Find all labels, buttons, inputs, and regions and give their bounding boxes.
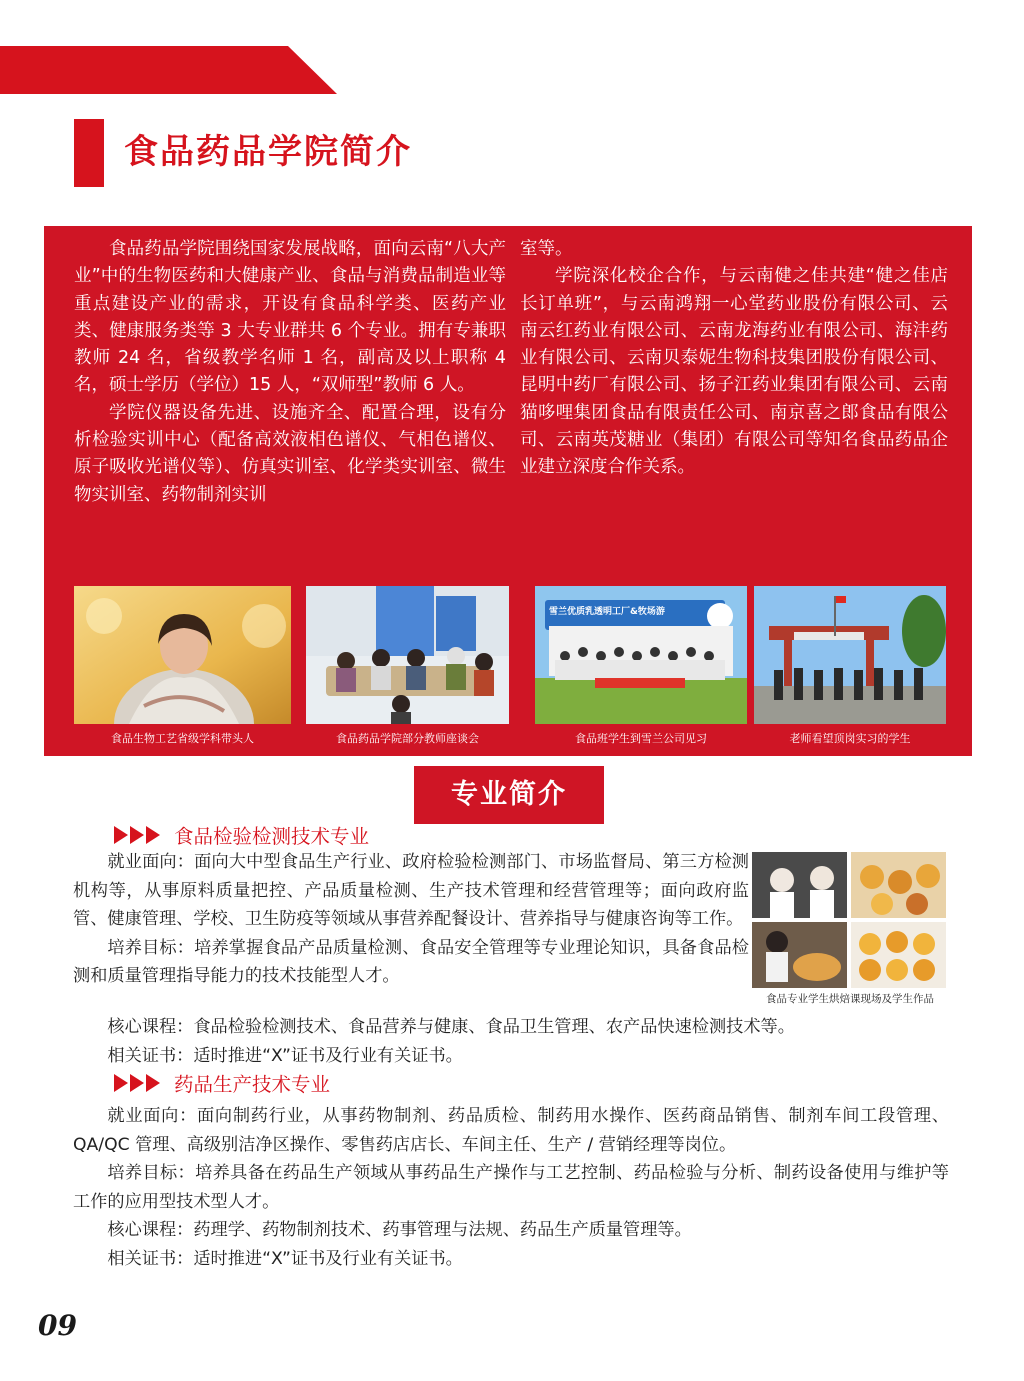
major-heading — [114, 1068, 330, 1098]
major-body — [73, 848, 749, 991]
intro-paragraph: 学院深化校企合作，与云南健之佳共建“健之佳店长订单班”，与云南鸿翔一心堂药业股份有限公司、云南云红药业有限公司、云南龙海药业有限公司、海沣药业有限公司、云南贝泰妮生物科技集团股份有限公司、昆明中药厂有限公司、扬子江药业集团有限公司、云南猫哆哩集团食品有限责任公司、南京喜之郎食品有限公司、云南英茂糖业（集团）有限公司等知名食品药品企业建立深度合作关系。 — [520, 266, 948, 478]
section-heading-tab — [414, 766, 604, 824]
major-paragraph: 培养目标：培养具备在药品生产领域从事药品生产操作与工艺控制、药品检验与分析、制药设备使用与维护等工作的应用型技术型人才。 — [73, 1163, 949, 1212]
triple-arrow-icon — [114, 1074, 160, 1092]
gate-photo — [754, 586, 946, 724]
baking-photo-caption: 食品专业学生烘焙课现场及学生作品 — [766, 993, 934, 1005]
major-paragraph: 核心课程：食品检验检测技术、食品营养与健康、食品卫生管理、农产品快速检测技术等。 — [107, 1017, 795, 1037]
intro-right-column — [520, 236, 948, 482]
major-paragraph: 就业面向：面向制药行业，从事药物制剂、药品质检、制药用水操作、医药商品销售、制剂车间工段管理、QA/QC 管理、高级别洁净区操作、零售药店店长、车间主任、生产 / 营销经理等岗位。 — [73, 1106, 949, 1155]
major-body — [73, 1013, 953, 1070]
baking-photo — [752, 852, 946, 988]
photo-caption: 老师看望顶岗实习的学生 — [789, 732, 911, 745]
intro-paragraph: 室等。 — [520, 239, 573, 259]
major-title: 药品生产技术专业 — [174, 1073, 331, 1096]
group-photo — [535, 586, 747, 724]
photo-caption: 食品班学生到雪兰公司见习 — [575, 732, 707, 745]
page-title: 食品药品学院简介 — [124, 132, 412, 172]
photo-caption: 食品药品学院部分教师座谈会 — [336, 732, 479, 745]
intro-left-column — [74, 236, 506, 509]
portrait-photo — [74, 586, 291, 724]
major-paragraph: 相关证书：适时推进“X”证书及行业有关证书。 — [107, 1045, 463, 1066]
intro-paragraph: 食品药品学院围绕国家发展战略，面向云南“八大产业”中的生物医药和大健康产业、食品与消费品制造业等重点建设产业的需求，开设有食品科学类、医药产业类、健康服务类等 3 大专业群共 6 个专业。拥有专兼职教师 24 名，省级教学名师 1 名，副高及以上职称 4 名，硕士学历（学位）15 人，“双师型”教师 6 人。 — [74, 239, 506, 396]
intro-box — [44, 226, 972, 756]
photo-caption: 食品生物工艺省级学科带头人 — [111, 732, 254, 745]
triple-arrow-icon — [114, 826, 160, 844]
major-title: 食品检验检测技术专业 — [174, 825, 370, 848]
major-paragraph: 核心课程：药理学、药物制剂技术、药事管理与法规、药品生产质量管理等。 — [107, 1220, 692, 1240]
page-number: 09 — [38, 1309, 77, 1342]
group-photo-banner: 雪兰优质乳透明工厂&牧场游 — [549, 607, 665, 617]
major-paragraph: 培养目标：培养掌握食品产品质量检测、食品安全管理等专业理论知识，具备食品检测和质量管理指导能力的技术技能型人才。 — [73, 937, 749, 986]
major-paragraph: 就业面向：面向大中型食品生产行业、政府检验检测部门、市场监督局、第三方检测机构等，从事原料质量把控、产品质量检测、生产技术管理和经营管理等；面向政府监管、健康管理、学校、卫生防疫等领域从事营养配餐设计、营养指导与健康咨询等工作。 — [73, 852, 749, 929]
major-body — [73, 1102, 949, 1273]
meeting-photo — [306, 586, 509, 724]
top-decorative-bar — [0, 46, 337, 94]
major-heading — [114, 820, 369, 850]
title-marker — [74, 119, 104, 187]
major-paragraph: 相关证书：适时推进“X”证书及行业有关证书。 — [107, 1248, 463, 1269]
section-heading: 专业简介 — [451, 779, 567, 810]
intro-paragraph: 学院仪器设备先进、设施齐全、配置合理，设有分析检验实训中心（配备高效液相色谱仪、气相色谱仪、原子吸收光谱仪等）、仿真实训室、化学类实训室、微生物实训室、药物制剂实训 — [74, 402, 506, 505]
